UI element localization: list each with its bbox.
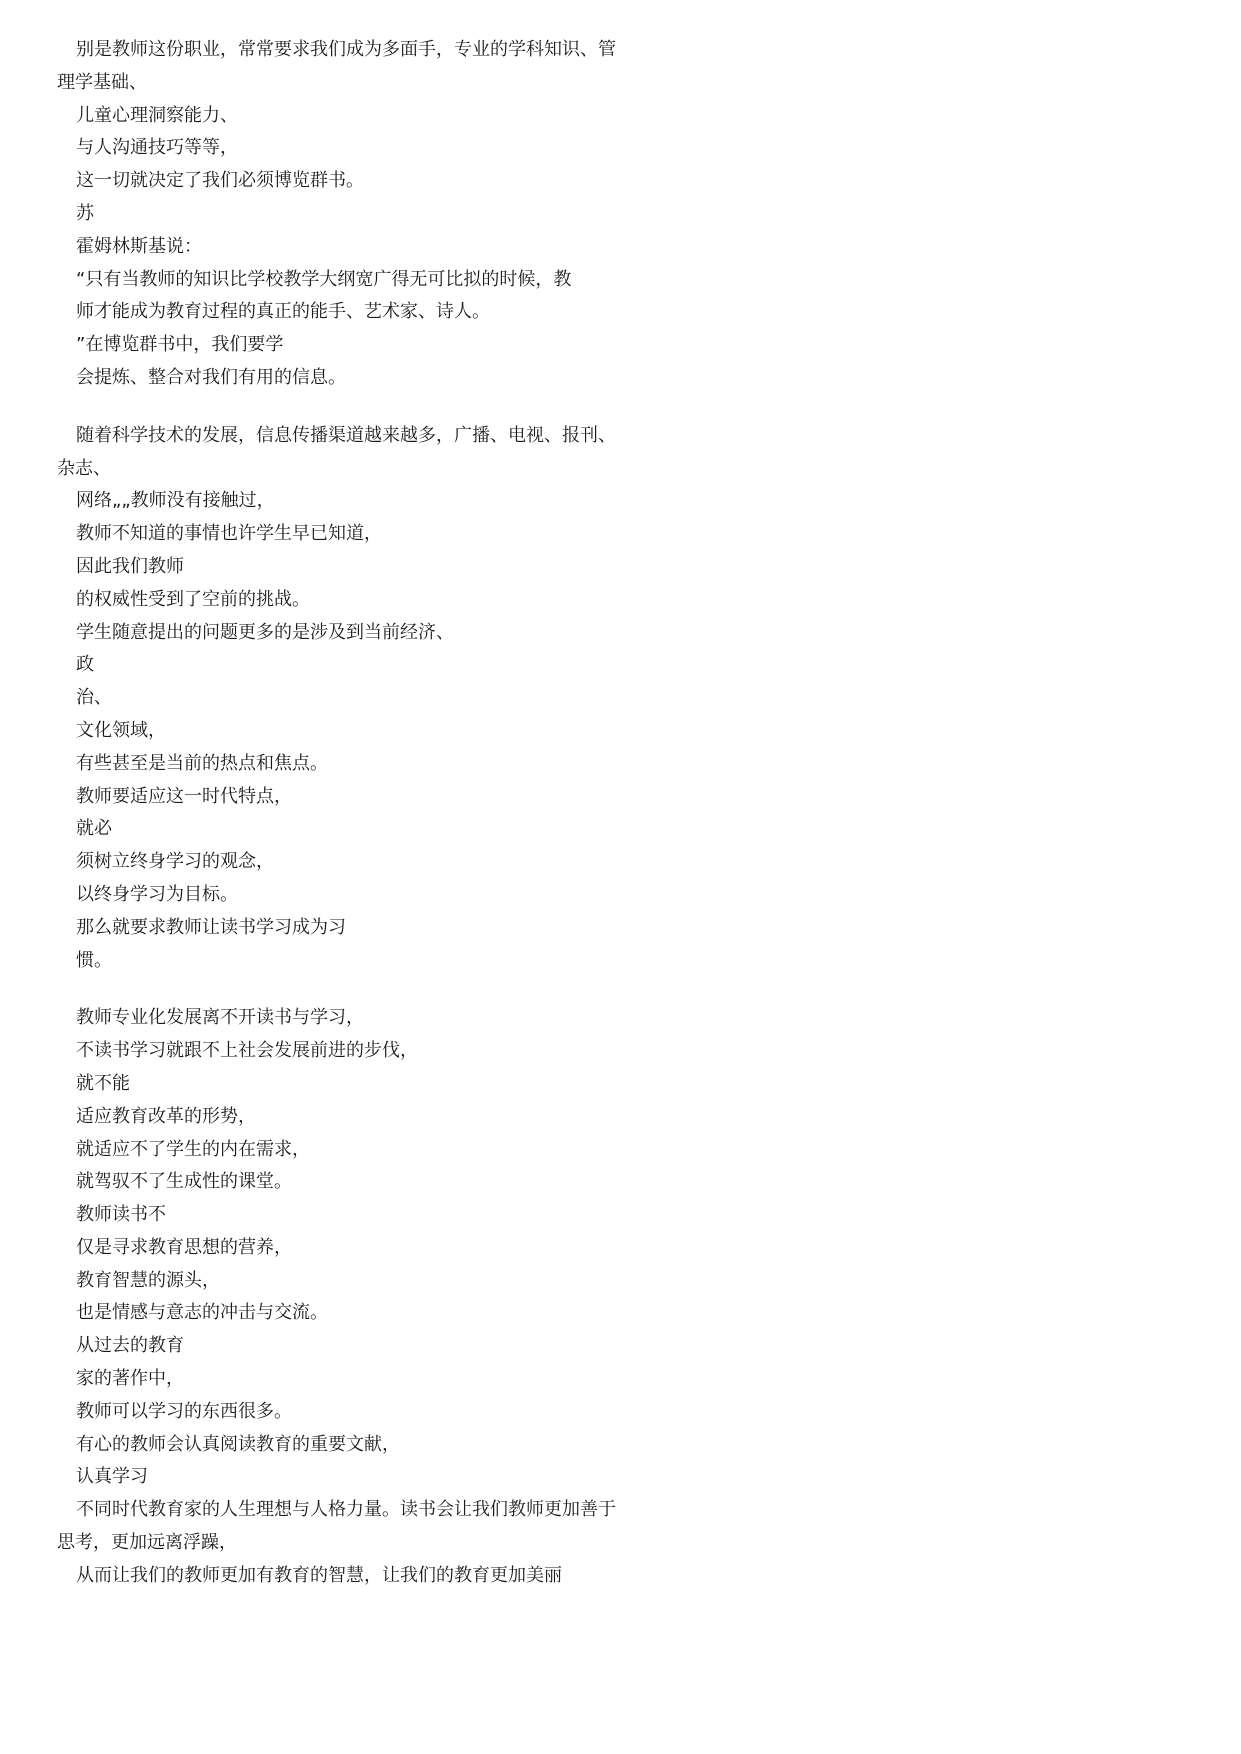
- text-line: 不读书学习就跟不上社会发展前进的步伐，: [76, 1040, 418, 1062]
- text-line: 就驾驭不了生成性的课堂。: [76, 1171, 292, 1193]
- text-line: 思考，更加远离浮躁，: [57, 1532, 237, 1554]
- text-line: 适应教育改革的形势，: [76, 1105, 256, 1127]
- paragraph-3: [57, 1002, 677, 1592]
- text-line: 教师要适应这一时代特点，: [76, 785, 292, 807]
- text-line: 教师读书不: [76, 1204, 166, 1226]
- text-line: 就适应不了学生的内在需求，: [76, 1138, 310, 1160]
- text-line: 教师不知道的事情也许学生早已知道，: [76, 523, 382, 545]
- document-body: [57, 34, 677, 1593]
- paragraph-2: [57, 420, 677, 978]
- text-line: 惯。: [76, 949, 112, 971]
- text-line: 家的著作中，: [76, 1368, 184, 1390]
- text-line: 杂志、: [57, 457, 111, 479]
- text-line: 与人沟通技巧等等，: [76, 137, 238, 159]
- text-line: 认真学习: [76, 1466, 148, 1488]
- text-line: 因此我们教师: [76, 555, 184, 577]
- text-line: 从而让我们的教师更加有教育的智慧，让我们的教育更加美丽: [76, 1564, 562, 1586]
- text-line: “只有当教师的知识比学校教学大纲宽广得无可比拟的时候，教: [76, 268, 572, 290]
- text-line: 不同时代教育家的人生理想与人格力量。读书会让我们教师更加善于: [76, 1499, 616, 1521]
- text-line: 从过去的教育: [76, 1335, 184, 1357]
- text-line: 有心的教师会认真阅读教育的重要文献，: [76, 1433, 400, 1455]
- text-line: 会提炼、整合对我们有用的信息。: [76, 366, 346, 388]
- text-line: 别是教师这份职业，常常要求我们成为多面手，专业的学科知识、管: [76, 39, 616, 60]
- text-line: 就不能: [76, 1072, 130, 1094]
- paragraph-gap: [57, 395, 677, 420]
- text-line: 儿童心理洞察能力、: [76, 104, 238, 126]
- text-line: 文化领域，: [76, 719, 166, 741]
- text-line: 学生随意提出的问题更多的是涉及到当前经济、: [76, 621, 454, 643]
- text-line: 教师可以学习的东西很多。: [76, 1400, 292, 1422]
- text-line: 师才能成为教育过程的真正的能手、艺术家、诗人。: [76, 301, 490, 323]
- text-line: 治、: [76, 687, 112, 709]
- text-line: 苏: [76, 202, 94, 224]
- text-line: 也是情感与意志的冲击与交流。: [76, 1302, 328, 1324]
- text-line: 霍姆林斯基说：: [76, 235, 202, 257]
- paragraph-1: [57, 34, 677, 395]
- text-line: 就必: [76, 818, 112, 840]
- text-line: ”在博览群书中，我们要学: [76, 334, 284, 356]
- text-line: 教育智慧的源头，: [76, 1269, 220, 1291]
- text-line: 那么就要求教师让读书学习成为习: [76, 916, 346, 938]
- text-line: 有些甚至是当前的热点和焦点。: [76, 752, 328, 774]
- text-line: 随着科学技术的发展，信息传播渠道越来越多，广播、电视、报刊、: [76, 424, 616, 446]
- text-line: 这一切就决定了我们必须博览群书。: [76, 170, 364, 192]
- text-line: 须树立终身学习的观念，: [76, 851, 274, 873]
- paragraph-gap: [57, 977, 677, 1002]
- text-line: 网络„„教师没有接触过，: [76, 490, 275, 512]
- text-line: 以终身学习为目标。: [76, 883, 238, 905]
- text-line: 理学基础、: [57, 71, 147, 93]
- text-line: 的权威性受到了空前的挑战。: [76, 588, 310, 610]
- text-line: 政: [76, 654, 94, 676]
- text-line: 教师专业化发展离不开读书与学习，: [76, 1007, 364, 1029]
- text-line: 仅是寻求教育思想的营养，: [76, 1236, 292, 1258]
